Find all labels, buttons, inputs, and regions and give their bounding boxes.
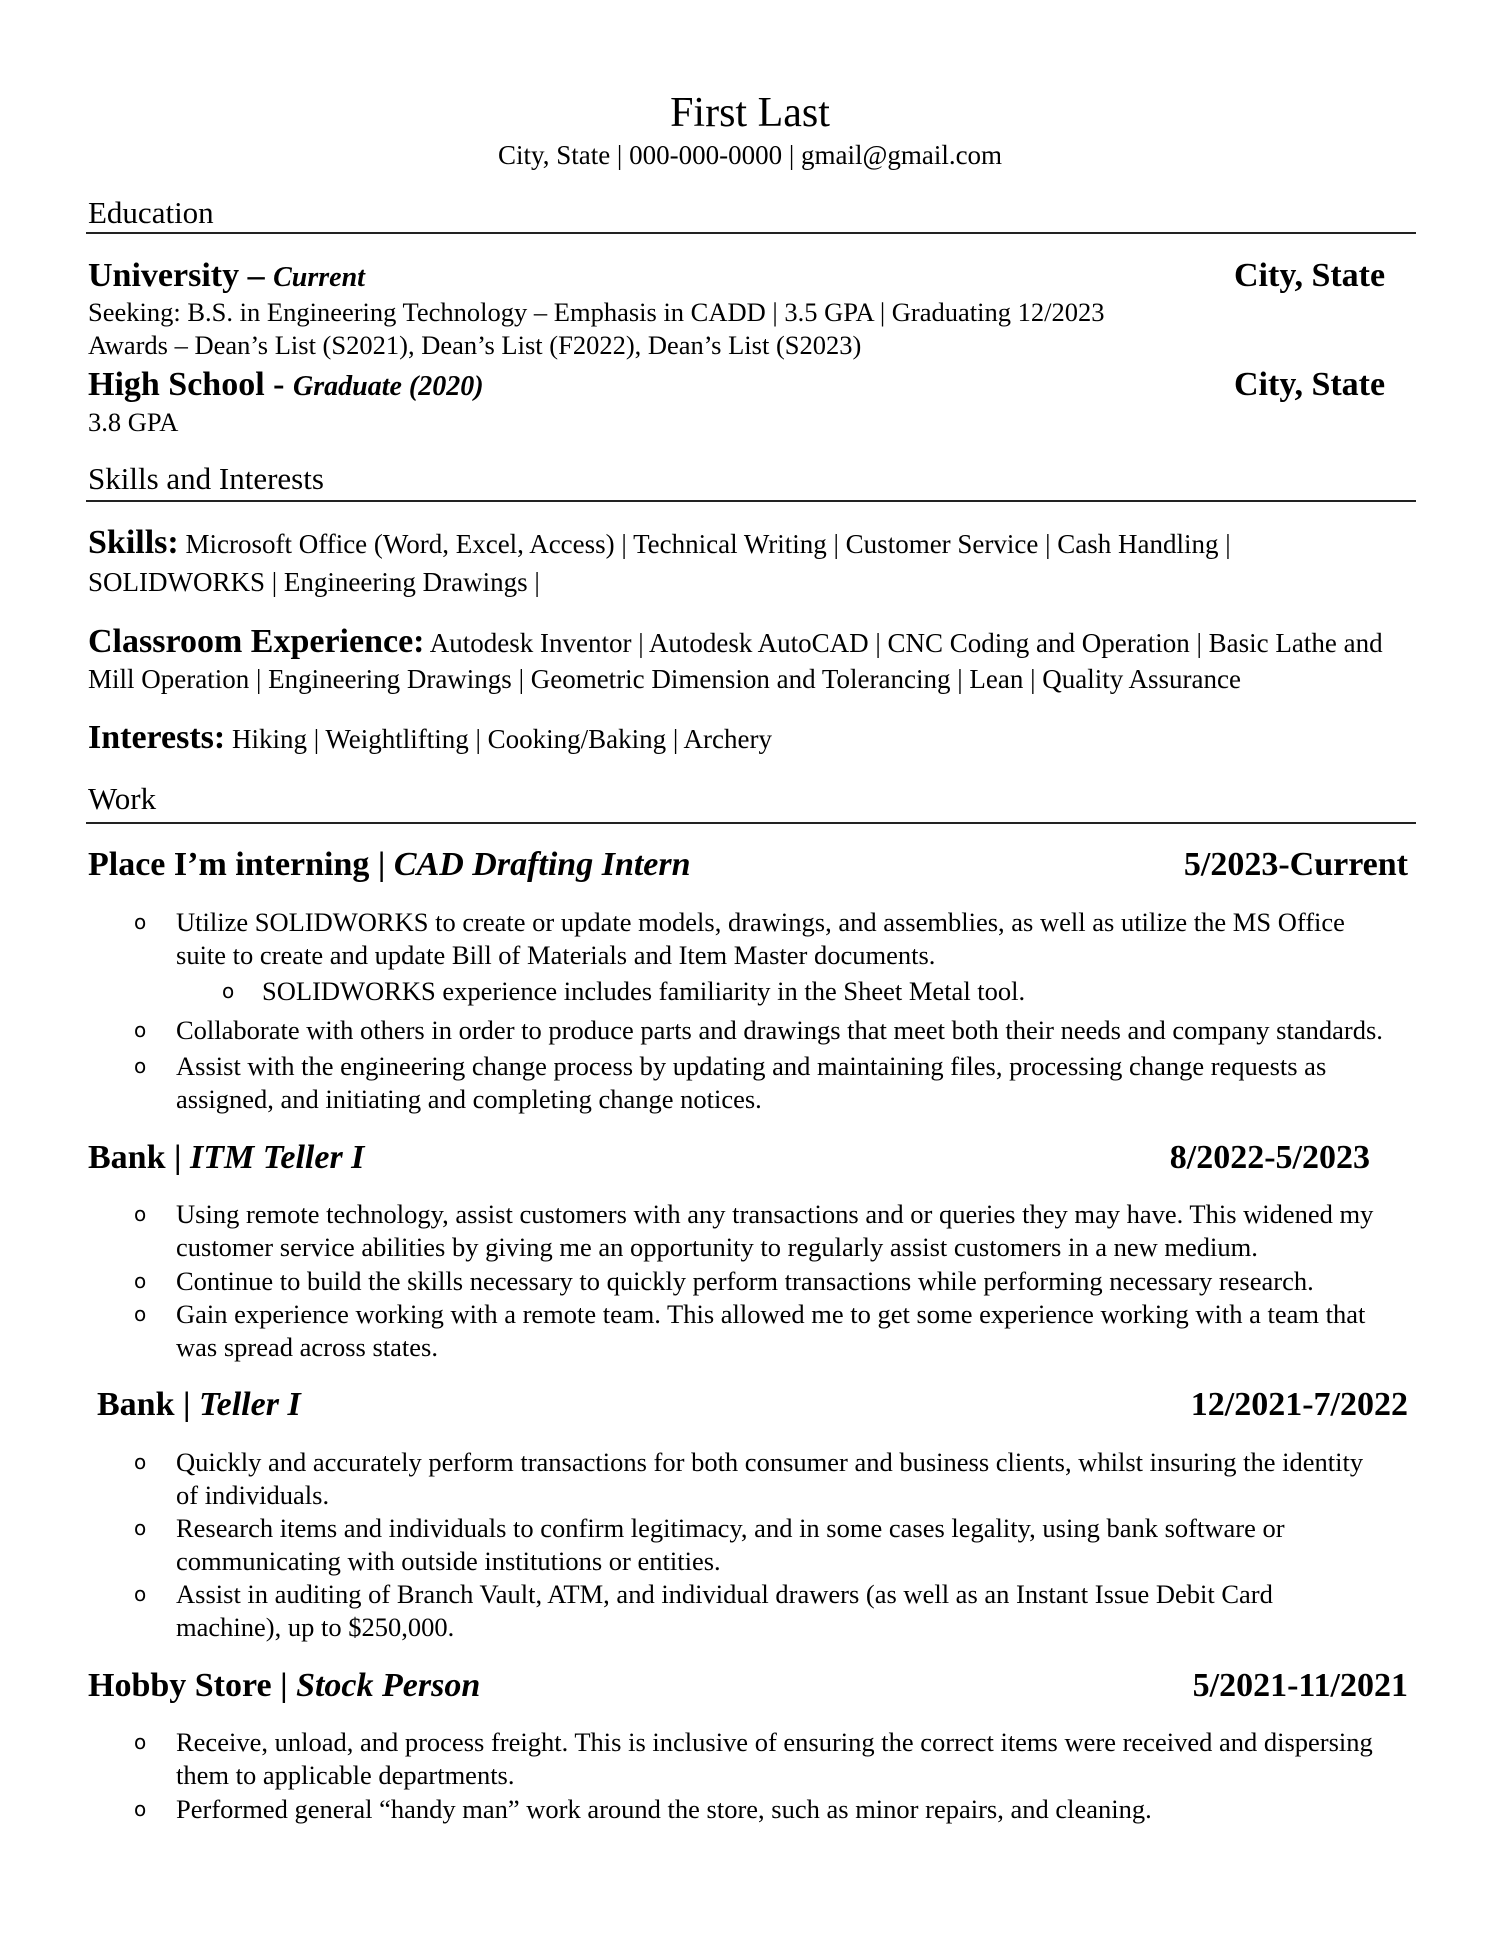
job-bullet (134, 1014, 1424, 1047)
bullet-text: Collaborate with others in order to produce parts and drawings that meet both their needs and company standards. (176, 1015, 1383, 1045)
school-location: City, State (1234, 257, 1386, 294)
bullet-text: SOLIDWORKS experience includes familiarity in the Sheet Metal tool. (262, 976, 1026, 1006)
bullet-text: Receive, unload, and process freight. This is inclusive of ensuring the correct items were received and dispersing them to applicable departments. (176, 1727, 1373, 1790)
job-bullet (134, 1512, 1424, 1578)
hollow-bullet-icon: o (134, 1269, 147, 1293)
job-title-line (88, 1666, 480, 1706)
hollow-bullet-icon: o (222, 979, 235, 1003)
employer: Hobby Store | (88, 1667, 297, 1704)
classroom-line (88, 624, 1383, 661)
section-title-skills: Skills and Interests (88, 461, 324, 496)
bullet-text: Quickly and accurately perform transactions for both consumer and business clients, whilst insuring the identity of individuals. (176, 1447, 1364, 1510)
bullet-text: Assist with the engineering change process by updating and maintaining files, processing change requests as assigned, and initiating and completing change notices. (176, 1051, 1327, 1114)
job-bullet (134, 1265, 1424, 1298)
interests-line (88, 720, 772, 757)
job-sub-bullet (222, 975, 1422, 1008)
hollow-bullet-icon: o (134, 1054, 147, 1078)
skills-label: Skills: (88, 524, 179, 561)
separator: - (264, 366, 293, 403)
classroom-list-continued: Mill Operation | Engineering Drawings | Geometric Dimension and Tolerancing | Lean | Quality Assurance (88, 664, 1241, 694)
employer: Bank | (97, 1386, 199, 1423)
job-role: CAD Drafting Intern (393, 846, 691, 883)
hollow-bullet-icon: o (134, 1582, 147, 1606)
job-bullet (134, 906, 1424, 972)
job-dates: 8/2022-5/2023 (1169, 1139, 1370, 1176)
section-title-work: Work (88, 781, 157, 816)
school-name: High School (88, 366, 265, 403)
job-dates: 12/2021-7/2022 (1190, 1386, 1408, 1423)
bullet-text: Assist in auditing of Branch Vault, ATM, and individual drawers (as well as an Instant Issue Debit Card machine), up to $250,000. (176, 1579, 1273, 1642)
resume-name: First Last (670, 90, 830, 136)
job-bullet (134, 1578, 1424, 1644)
job-bullet (134, 1198, 1424, 1264)
education-detail: Seeking: B.S. in Engineering Technology – Emphasis in CADD | 3.5 GPA | Graduating 12/2023 (88, 297, 1105, 327)
hollow-bullet-icon: o (134, 1516, 147, 1540)
bullet-text: Using remote technology, assist customers with any transactions and or queries they may have. This widened my customer service abilities by giving me an opportunity to regularly assist customers in a new medium. (176, 1199, 1374, 1262)
section-divider (86, 500, 1416, 502)
section-divider (86, 822, 1416, 824)
job-bullet (134, 1446, 1424, 1512)
bullet-text: Gain experience working with a remote team. This allowed me to get some experience working with a team that was spread across states. (176, 1299, 1366, 1362)
education-entry-high-school (88, 365, 484, 407)
bullet-text: Continue to build the skills necessary to quickly perform transactions while performing necessary research. (176, 1266, 1314, 1296)
job-bullet (134, 1298, 1424, 1364)
hollow-bullet-icon: o (134, 1797, 147, 1821)
hollow-bullet-icon: o (134, 1018, 147, 1042)
education-awards: Awards – Dean’s List (S2021), Dean’s List (F2022), Dean’s List (S2023) (88, 330, 862, 360)
hollow-bullet-icon: o (134, 910, 147, 934)
bullet-text: Performed general “handy man” work around the store, such as minor repairs, and cleaning. (176, 1794, 1152, 1824)
employer: Bank | (88, 1139, 190, 1176)
interests-list: Hiking | Weightlifting | Cooking/Baking | Archery (225, 724, 772, 754)
interests-label: Interests: (88, 719, 226, 756)
contact-line: City, State | 000-000-0000 | gmail@gmail.com (497, 140, 1003, 170)
bullet-text: Research items and individuals to confirm legitimacy, and in some cases legality, using bank software or communicating with outside institutions or entities. (176, 1513, 1285, 1576)
school-status: Graduate (2020) (293, 371, 484, 402)
education-gpa: 3.8 GPA (88, 407, 179, 437)
hollow-bullet-icon: o (134, 1302, 147, 1326)
job-bullet (134, 1793, 1424, 1826)
separator: – (239, 257, 274, 294)
skills-list: Microsoft Office (Word, Excel, Access) | Technical Writing | Customer Service | Cash Handling | (178, 529, 1231, 559)
school-status: Current (273, 262, 365, 293)
section-title-education: Education (88, 195, 214, 230)
job-title-line (97, 1385, 301, 1425)
education-entry-university (88, 256, 365, 298)
bullet-text: Utilize SOLIDWORKS to create or update models, drawings, and assemblies, as well as utilize the MS Office suite to create and update Bill of Materials and Item Master documents. (176, 907, 1345, 970)
hollow-bullet-icon: o (134, 1730, 147, 1754)
job-role: ITM Teller I (189, 1139, 365, 1176)
job-bullet (134, 1050, 1424, 1116)
classroom-list: Autodesk Inventor | Autodesk AutoCAD | CNC Coding and Operation | Basic Lathe and (424, 628, 1383, 658)
job-dates: 5/2023-Current (1183, 846, 1408, 883)
job-role: Stock Person (296, 1667, 481, 1704)
section-divider (86, 232, 1416, 234)
skills-list-continued: SOLIDWORKS | Engineering Drawings | (88, 567, 540, 597)
job-role: Teller I (198, 1386, 301, 1423)
job-dates: 5/2021-11/2021 (1192, 1667, 1408, 1704)
job-bullet (134, 1726, 1424, 1792)
skills-line (88, 525, 1231, 562)
hollow-bullet-icon: o (134, 1202, 147, 1226)
classroom-label: Classroom Experience: (88, 623, 425, 660)
hollow-bullet-icon: o (134, 1450, 147, 1474)
employer: Place I’m interning | (88, 846, 394, 883)
school-location: City, State (1234, 366, 1386, 403)
school-name: University (88, 257, 240, 294)
job-title-line (88, 1138, 364, 1178)
